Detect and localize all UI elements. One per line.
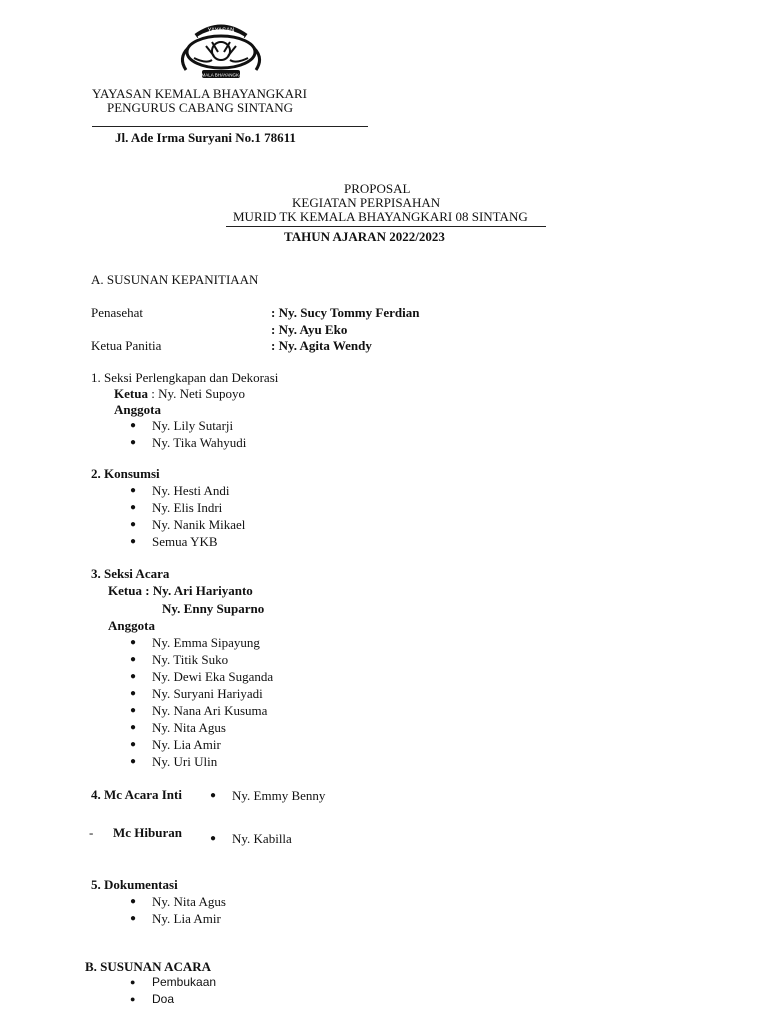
title-subject: MURID TK KEMALA BHAYANGKARI 08 SINTANG xyxy=(233,209,528,224)
section-a-heading: A. SUSUNAN KEPANITIAAN xyxy=(91,272,259,287)
bullet-icon: ● xyxy=(130,420,137,431)
bullet-icon: ● xyxy=(130,739,137,750)
ketua-panitia-label: Ketua Panitia xyxy=(91,338,162,353)
title-divider xyxy=(226,226,546,227)
bullet-icon: ● xyxy=(130,502,137,513)
bullet-icon: ● xyxy=(130,913,137,924)
ketua-name: : Ny. Neti Supoyo xyxy=(147,386,245,401)
bullet-icon: ● xyxy=(130,756,137,767)
org-address: Jl. Ade Irma Suryani No.1 78611 xyxy=(115,130,296,145)
bullet-icon: ● xyxy=(130,688,137,699)
konsumsi-title: 2. Konsumsi xyxy=(91,466,160,481)
seksi-perlengkapan-anggota-label: Anggota xyxy=(114,402,161,417)
ketua-label: Ketua xyxy=(114,386,148,401)
bullet-icon: ● xyxy=(130,637,137,648)
org-branch: PENGURUS CABANG SINTANG xyxy=(107,100,294,115)
seksi-perlengkapan-title: 1. Seksi Perlengkapan dan Dekorasi xyxy=(91,370,279,385)
header-divider xyxy=(92,126,368,127)
penasehat-label: Penasehat xyxy=(91,305,143,320)
bullet-icon: ● xyxy=(130,977,136,987)
title-event: KEGIATAN PERPISAHAN xyxy=(292,195,441,210)
mc-hiburan-dash: - xyxy=(89,825,94,840)
bullet-icon: ● xyxy=(130,994,136,1004)
ketua-panitia-value: : Ny. Agita Wendy xyxy=(271,338,372,353)
bullet-icon: ● xyxy=(130,536,137,547)
bullet-icon: ● xyxy=(210,833,217,844)
org-name: YAYASAN KEMALA BHAYANGKARI xyxy=(92,86,308,101)
seksi-acara-ketua-2: Ny. Enny Suparno xyxy=(162,601,265,616)
bullet-icon: ● xyxy=(130,671,137,682)
document-page: YAYASAN KEMALA BHAYANGKARI YAYASAN KEMALA BHAYANGKARI PENGURUS CABANG SINTANG Jl. Ade Irma Suryani No.1 78611 PROPOSAL KEGIATAN PERPISAHAN MURID TK KEMALA BHAYANGKARI 08 SINTANG TAHUN AJARAN 2022/2023 A. SUSUNAN KEPANITIAAN Penasehat : Ny. Sucy Tommy Ferdian : Ny. Ayu Eko Ketua Panitia : Ny. Agita Wendy 1. Seksi Perlengkapan dan Dekorasi Ketua : Ny. Neti Supoyo Anggota ● Ny. Lily Sutarji ● Ny. Tika Wahyudi 2. Konsumsi ● Ny. Hesti Andi ● Ny. Elis Indri ● Ny. Nanik Mikael ● Semua YKB 3. Seksi Acara Ketua : Ny. Ari Hariyanto Ny. Enny Suparno Anggota ● Ny. Emma Sipayung ● Ny. Titik Suko ● Ny. Dewi Eka Suganda ● Ny. Suryani Hariyadi ● Ny. Nana Ari Kusuma ● Ny. Nita Agus ● Ny. Lia Amir ● Ny. Uri Ulin 4. Mc Acara Inti ● Ny. Emmy Benny - Mc Hiburan ● Ny. Kabilla 5. Dokumentasi ● Ny. Nita Agus ● Ny. Lia Amir B. SUSUNAN ACARA ● Pembukaan ● Doa xyxy=(0,0,768,1024)
seksi-acara-ketua: Ketua : Ny. Ari Hariyanto xyxy=(108,583,253,598)
section-b-heading: B. SUSUNAN ACARA xyxy=(85,959,212,974)
title-proposal: PROPOSAL xyxy=(344,181,411,196)
bullet-icon: ● xyxy=(130,896,137,907)
bullet-icon: ● xyxy=(130,654,137,665)
bullet-icon: ● xyxy=(130,519,137,530)
mc-acara-inti-title: 4. Mc Acara Inti xyxy=(91,787,182,802)
seksi-perlengkapan-ketua xyxy=(114,385,245,402)
bullet-icon: ● xyxy=(210,790,217,801)
mc-hiburan-title: Mc Hiburan xyxy=(113,825,182,840)
seksi-acara-anggota-label: Anggota xyxy=(108,618,155,633)
seksi-acara-title: 3. Seksi Acara xyxy=(91,566,170,581)
title-year: TAHUN AJARAN 2022/2023 xyxy=(284,229,445,244)
bullet-icon: ● xyxy=(130,437,137,448)
logo-text-top: YAYASAN xyxy=(207,28,235,34)
penasehat-value-1: : Ny. Sucy Tommy Ferdian xyxy=(271,305,420,320)
bullet-icon: ● xyxy=(130,705,137,716)
bullet-icon: ● xyxy=(130,485,137,496)
yayasan-logo xyxy=(176,18,266,84)
penasehat-value-2: : Ny. Ayu Eko xyxy=(271,322,348,337)
logo-text-bottom: KEMALA BHAYANGKARI xyxy=(195,72,247,78)
bullet-icon: ● xyxy=(130,722,137,733)
dokumentasi-title: 5. Dokumentasi xyxy=(91,877,178,892)
